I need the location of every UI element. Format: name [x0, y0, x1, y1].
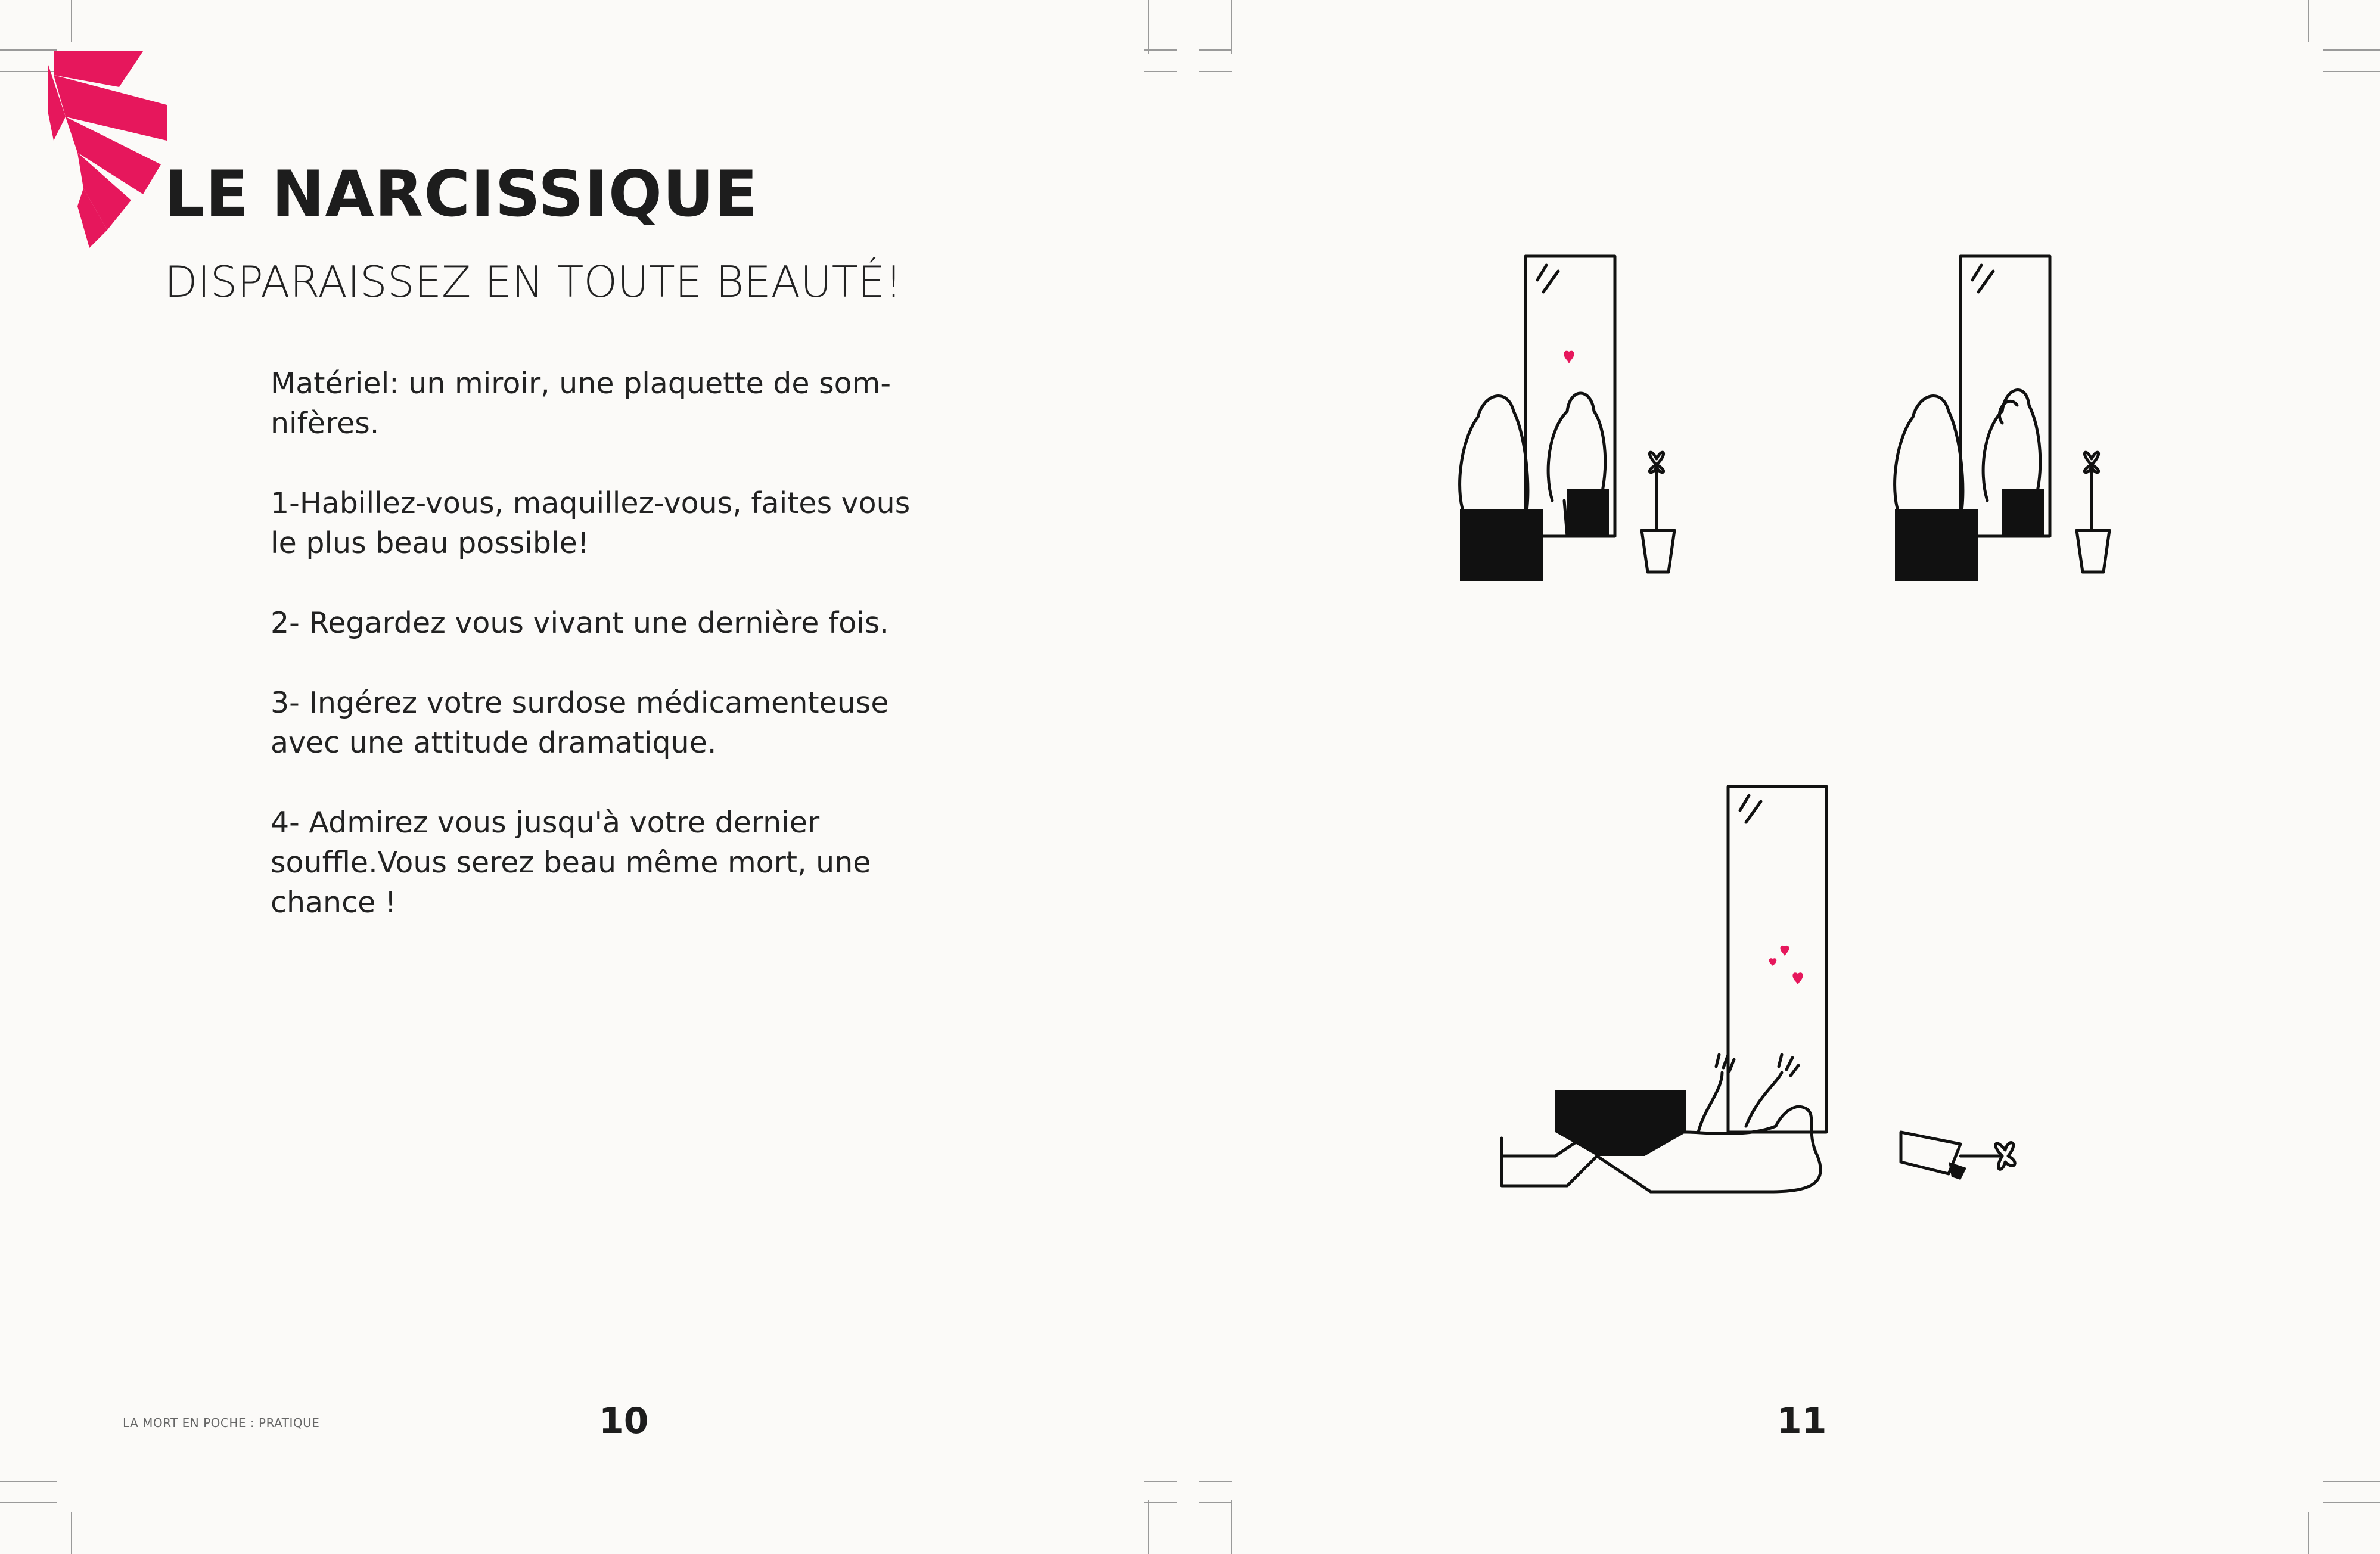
step-3: 3- Ingérez votre surdose médicamenteuse avec une attitude dramatique.	[271, 686, 889, 760]
step-4: 4- Admirez vous jusqu'à votre dernier souffle.Vous serez beau même mort, une chance !	[271, 806, 871, 919]
page-title: LE NARCISSIQUE	[164, 157, 759, 231]
page-subtitle: DISPARAISSEZ EN TOUTE BEAUTÉ!	[164, 257, 903, 307]
heart-icon	[1769, 958, 1777, 966]
page-number-right: 11	[1777, 1400, 1827, 1442]
sunburst-icon	[48, 51, 179, 248]
instructions	[271, 363, 956, 962]
step-1: 1-Habillez-vous, maquillez-vous, faites vous le plus beau possible!	[271, 486, 911, 560]
running-footer: LA MORT EN POCHE : PRATIQUE	[123, 1416, 320, 1430]
heart-icon	[1564, 351, 1574, 363]
materials-paragraph: Matériel: un miroir, une plaquette de som- nifères.	[271, 366, 891, 440]
page-number-left: 10	[599, 1400, 649, 1442]
mirror-illustration-3	[1496, 775, 2062, 1227]
heart-icon	[1792, 972, 1803, 984]
mirror-illustration-2	[1883, 238, 2133, 596]
step-2: 2- Regardez vous vivant une dernière fois.	[271, 606, 889, 640]
mirror-illustration-1	[1448, 238, 1698, 596]
heart-icon	[1781, 946, 1789, 956]
